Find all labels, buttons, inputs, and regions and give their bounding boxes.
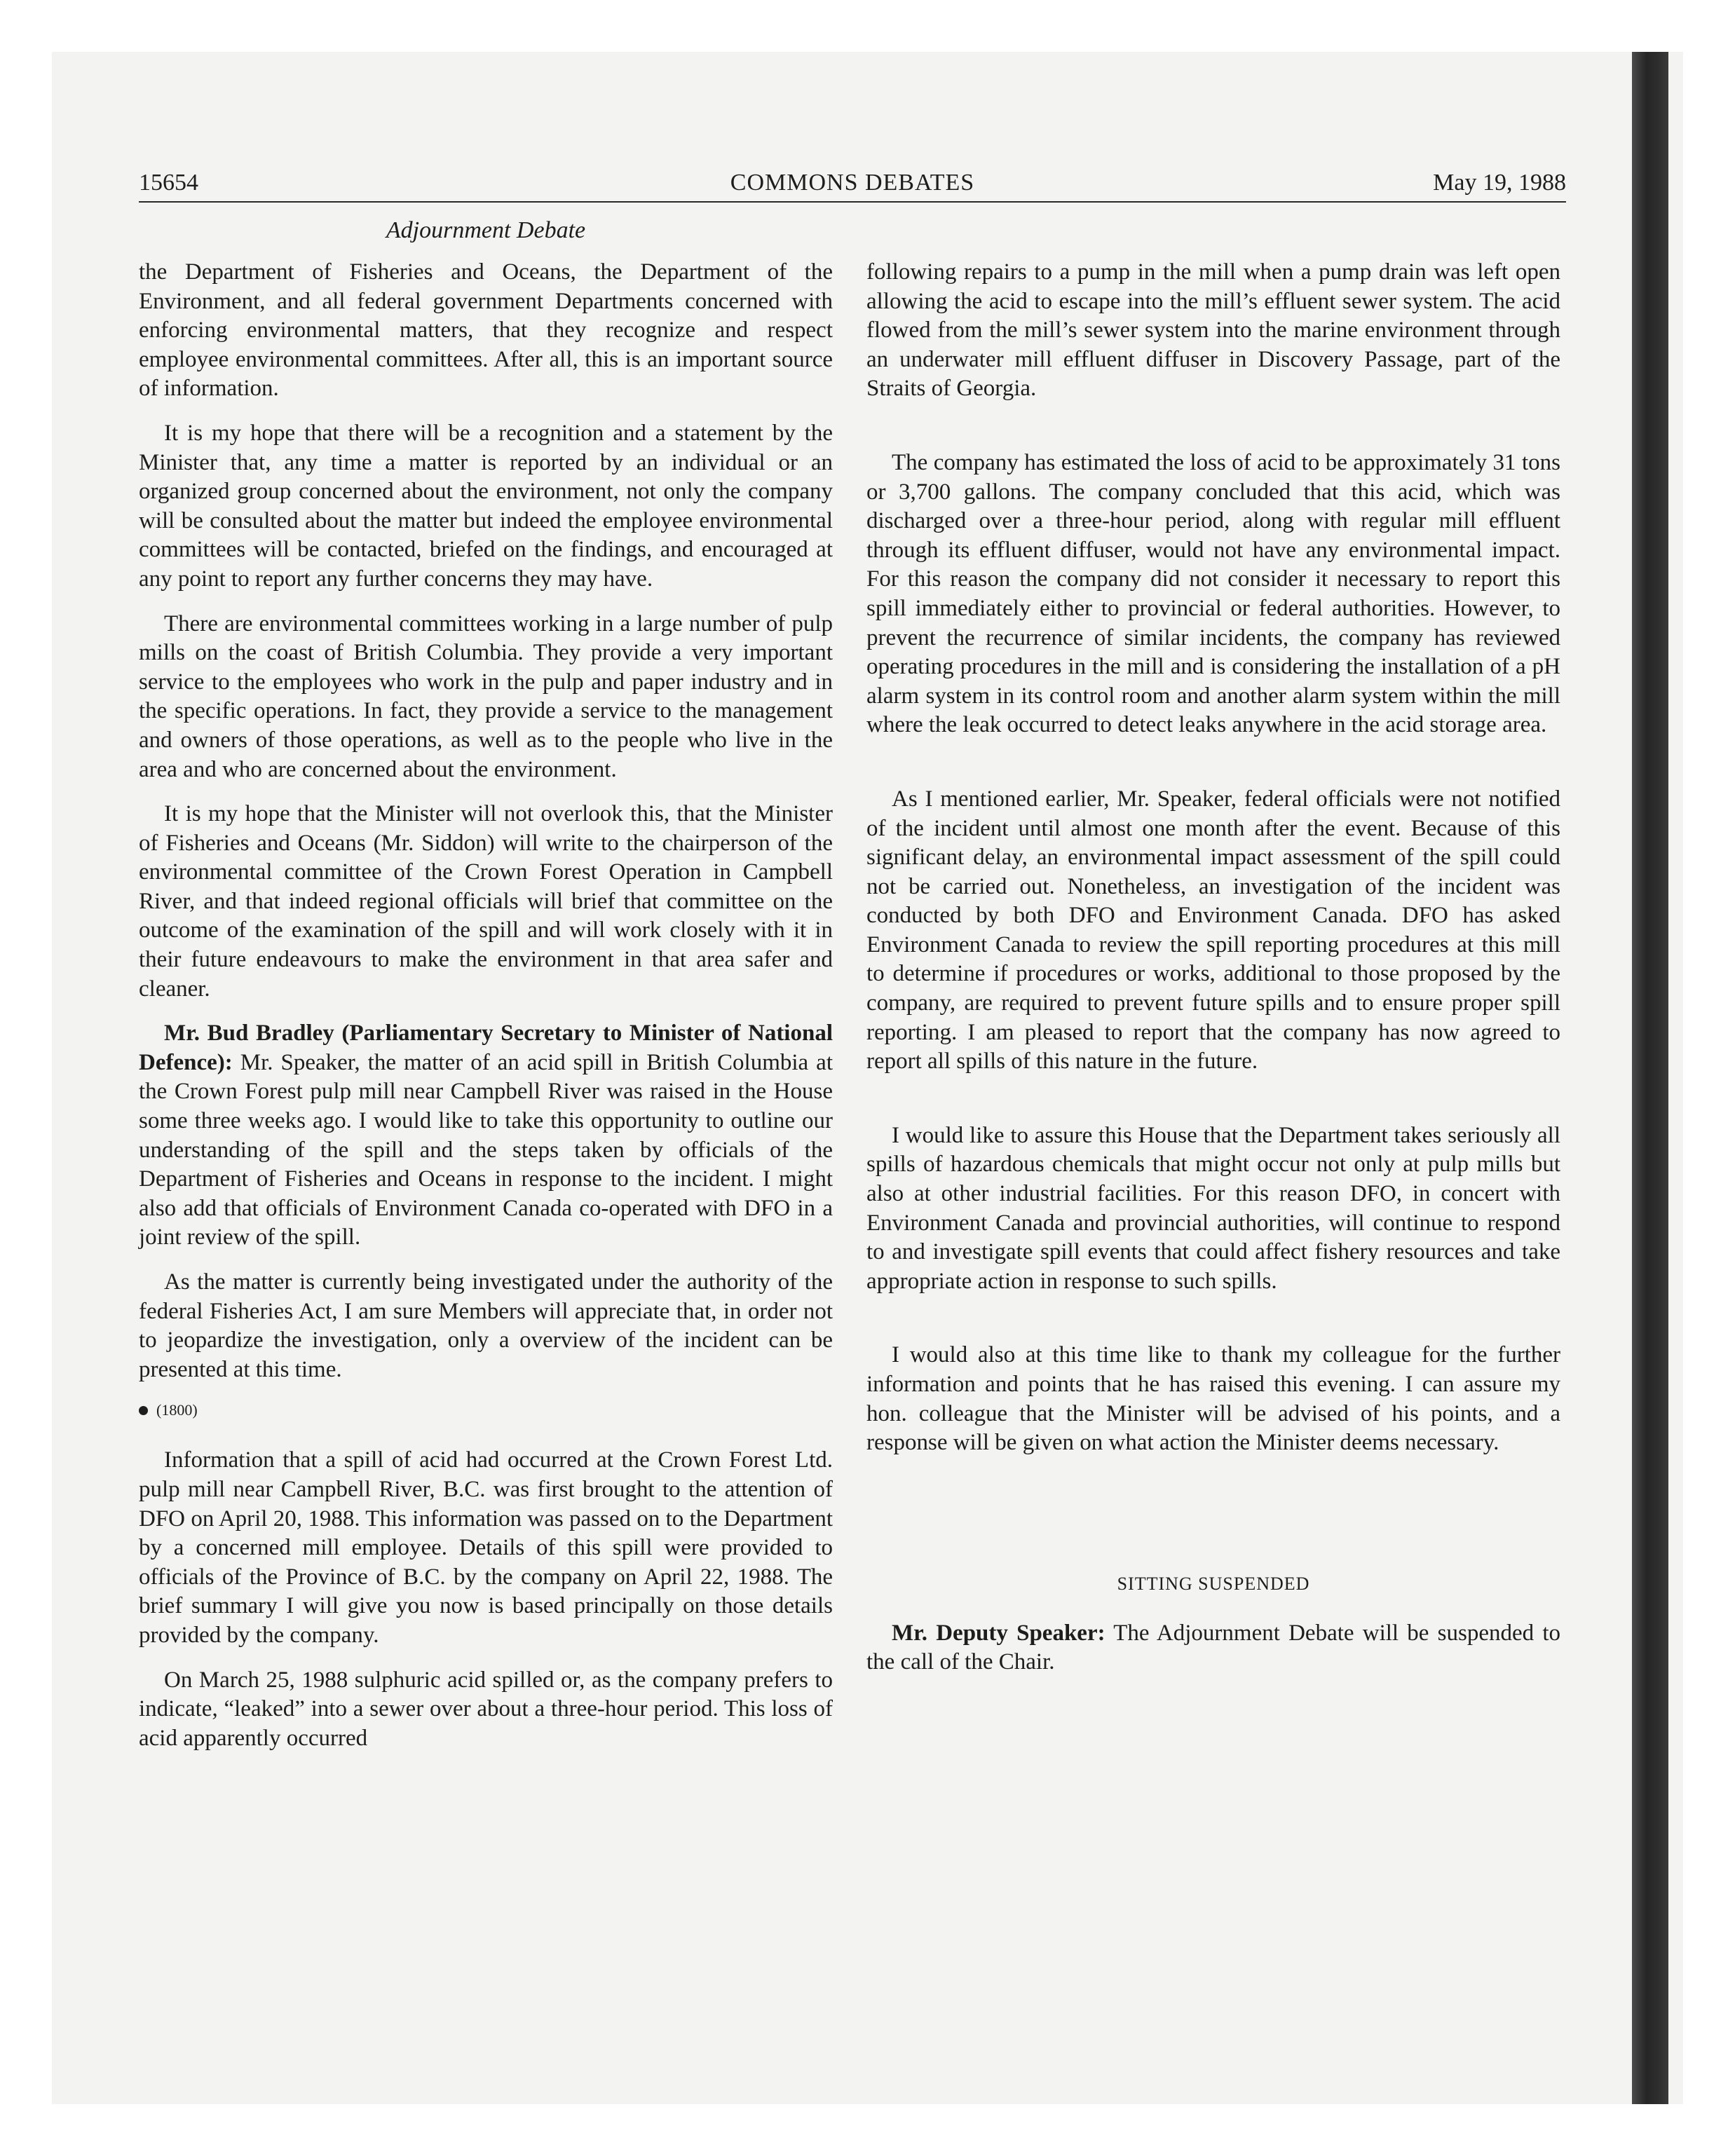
speech-paragraph <box>866 1619 1560 1677</box>
paragraph: following repairs to a pump in the mill when a pump drain was left open allowing the acid to escape into the mill’s effluent sewer system. The acid flowed from the mill’s sewer system into the marine environment through an underwater mill effluent diffuser in Discovery Passage, part of the Straits of Georgia. <box>866 259 1560 402</box>
paragraph: As the matter is currently being investigated under the authority of the federal Fisheries Act, I am sure Members will appreciate that, in order not to jeopardize the investigation, only a overview of the incident can be presented at this time. <box>139 1269 833 1382</box>
header-rule <box>139 201 1566 203</box>
speech-text: Mr. Speaker, the matter of an acid spill in British Columbia at the Crown Forest pulp mill near Campbell River was raised in the House some three weeks ago. I would like to take this opportunity to outline our understanding of the spill and the steps taken by officials of the Department of Fisheries and Oceans in response to the incident. I might also add that officials of Environment Canada co-operated with DFO in a joint review of the spill. <box>139 1049 833 1250</box>
speech-text: The Adjournment Debate will be suspended to the call of the Chair. <box>866 1620 1561 1675</box>
speaker-name: Mr. Deputy Speaker: <box>892 1620 1105 1646</box>
right-column <box>866 258 1560 1693</box>
paragraph: Information that a spill of acid had occurred at the Crown Forest Ltd. pulp mill near Campbell River, B.C. was first brought to the attention of DFO on April 20, 1988. This information was passed on to the Department by a concerned mill employee. Details of this spill were provided to officials of the Province of B.C. by the company on April 22, 1988. The brief summary I will give you now is based principally on those details provided by the company. <box>139 1447 833 1648</box>
paragraph: There are environmental committees working in a large number of pulp mills on the coast of British Columbia. They provide a very important service to the employees who work in the pulp and paper industry and in the specific operations. In fact, they provide a service to the management and owners of those operations, as well as to the people who live in the area and who are concerned about the environment. <box>139 610 833 782</box>
bullet-icon <box>139 1406 148 1415</box>
left-column <box>139 258 833 1768</box>
paragraph: On March 25, 1988 sulphuric acid spilled or, as the company prefers to indicate, “leaked” into a sewer over about a three-hour period. This loss of acid apparently occurred <box>139 1667 833 1751</box>
speech-paragraph <box>139 1019 833 1253</box>
sitting-suspended-heading: SITTING SUSPENDED <box>1117 1573 1310 1594</box>
paragraph: I would like to assure this House that the Department takes seriously all spills of hazardous chemicals that might occur not only at pulp mills but also at other industrial facilities. For this reason DFO, in concert with Environment Canada and provincial authorities, will continue to respond to and investigate spill events that could affect fishery resources and take appropriate action in response to such spills. <box>866 1122 1560 1294</box>
time-marker <box>139 1400 833 1421</box>
time-marker-text: (1800) <box>156 1401 198 1419</box>
page-number: 15654 <box>139 170 198 196</box>
paragraph: the Department of Fisheries and Oceans, the Department of the Environment, and all federal government Departments concerned with enforcing environmental matters, that they recognize and respect employee environmental committees. After all, this is an important source of information. <box>139 259 833 402</box>
page-header <box>139 165 1566 200</box>
paragraph: I would also at this time like to thank my colleague for the further information and points that he has raised this evening. I can assure my hon. colleague that the Minister will be advised of his points, and a response will be given on what action the Minister deems necessary. <box>866 1342 1560 1456</box>
paragraph: It is my hope that there will be a recognition and a statement by the Minister that, any time a matter is reported by an individual or an organized group concerned about the environment, not only the company will be consulted about the matter but indeed the employee environmental committees will be contacted, briefed on the findings, and encouraged at any point to report any further concerns they may have. <box>139 420 833 592</box>
speaker-name: Mr. Bud Bradley (Parliamentary Secretary to Minister of National Defence): <box>139 1021 833 1075</box>
paragraph: As I mentioned earlier, Mr. Speaker, federal officials were not notified of the incident until almost one month after the event. Because of this significant delay, an environmental impact assessment of the spill could not be carried out. Nonetheless, an investigation of the incident was conducted by both DFO and Environment Canada. DFO has asked Environment Canada to review the spill reporting procedures at this mill to determine if procedures or works, additional to those proposed by the company, are required to prevent future spills and to ensure proper spill reporting. I am pleased to report that the company has now agreed to report all spills of this nature in the future. <box>866 786 1560 1074</box>
paragraph: The company has estimated the loss of acid to be approximately 31 tons or 3,700 gallons. The company concluded that this acid, which was discharged over a three-hour period, along with regular mill effluent through its effluent diffuser, would not have any environmental impact. For this reason the company did not consider it necessary to report this spill immediately either to provincial or federal authorities. However, to prevent the recurrence of similar incidents, the company has reviewed operating procedures in the mill and is considering the installation of a pH alarm system in its control room and another alarm system within the mill where the leak occurred to detect leaks anywhere in the acid storage area. <box>866 449 1560 738</box>
publication-title: COMMONS DEBATES <box>730 170 975 196</box>
section-label: Adjournment Debate <box>386 217 586 243</box>
page-date: May 19, 1988 <box>1433 170 1566 196</box>
scan-edge-shadow <box>1632 52 1668 2104</box>
paragraph: It is my hope that the Minister will not overlook this, that the Minister of Fisheries and Oceans (Mr. Siddon) will write to the chairperson of the environmental committee of the Crown Forest Operation in Campbell River, and that indeed regional officials will brief that committee on the outcome of the examination of the spill and will work closely with it in their future endeavours to make the environment in that area safer and cleaner. <box>139 801 833 1002</box>
